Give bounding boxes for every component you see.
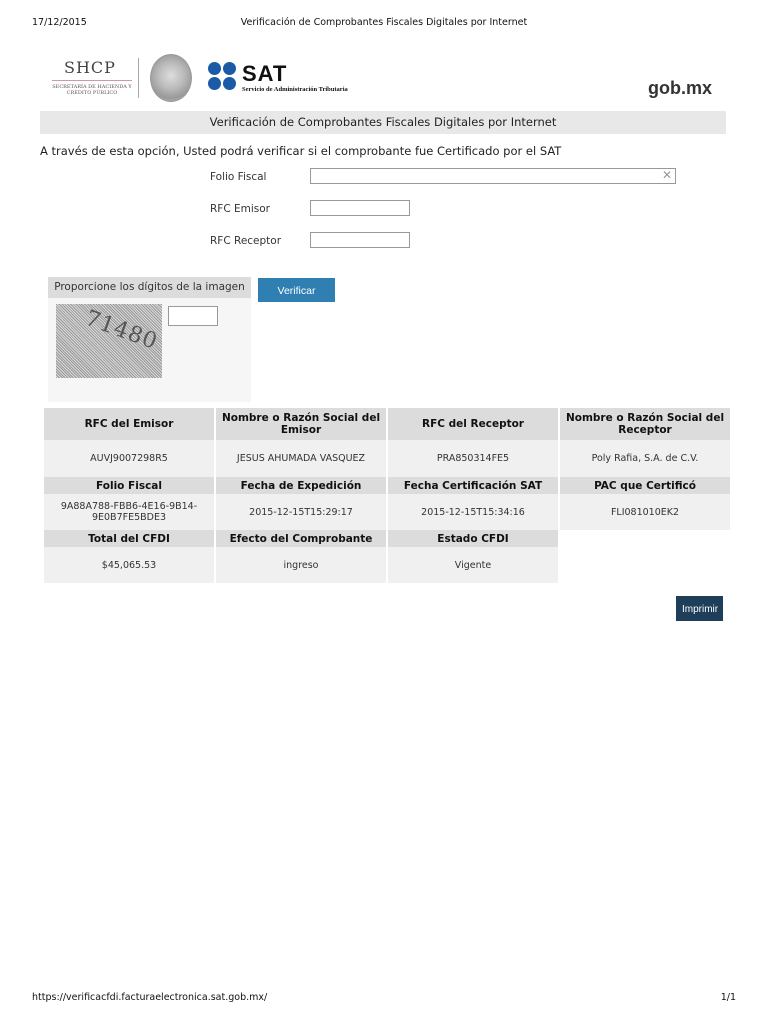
print-date: 17/12/2015 <box>32 17 87 28</box>
table-header-cell: Estado CFDI <box>388 530 560 547</box>
captcha-image-text: 71480 <box>81 305 162 356</box>
table-header-cell: Nombre o Razón Social del Emisor <box>216 408 388 440</box>
table-header-cell: Nombre o Razón Social del Receptor <box>560 408 732 440</box>
gobmx-logo[interactable]: gob.mx <box>647 78 712 98</box>
intro-text: A través de esta opción, Usted podrá verificar si el comprobante fue Certificado por el SAT <box>40 144 562 158</box>
table-row <box>44 547 732 583</box>
print-page-count: 1/1 <box>720 992 736 1003</box>
captcha-image <box>56 304 162 378</box>
table-cell: 2015-12-15T15:29:17 <box>216 494 388 530</box>
sat-logo-subtitle: Servicio de Administración Tributaria <box>242 86 348 93</box>
sat-dots-icon <box>208 62 238 92</box>
print-url: https://verificacfdi.facturaelectronica.sat.gob.mx/ <box>32 992 268 1003</box>
table-header-cell: RFC del Emisor <box>44 408 216 440</box>
table-cell: $45,065.53 <box>44 547 216 583</box>
table-cell: JESUS AHUMADA VASQUEZ <box>216 440 388 477</box>
table-cell: ingreso <box>216 547 388 583</box>
table-header-cell: RFC del Receptor <box>388 408 560 440</box>
print-header <box>32 17 736 31</box>
print-page-title: Verificación de Comprobantes Fiscales Digitales por Internet <box>240 17 528 28</box>
table-row <box>44 494 732 530</box>
table-header-cell: Fecha Certificación SAT <box>388 477 560 494</box>
table-header-blank <box>560 530 732 547</box>
rfc-receptor-input[interactable] <box>310 232 410 248</box>
table-cell: Vigente <box>388 547 560 583</box>
shcp-logo: SHCP SECRETARÍA DE HACIENDA Y CRÉDITO PÚBLICO <box>52 58 132 96</box>
rfc-receptor-label: RFC Receptor <box>210 235 282 247</box>
table-header-row <box>44 477 732 494</box>
folio-fiscal-label: Folio Fiscal <box>210 171 267 183</box>
folio-fiscal-input[interactable] <box>310 168 676 184</box>
table-cell: FLI081010EK2 <box>560 494 732 530</box>
table-header-cell: Fecha de Expedición <box>216 477 388 494</box>
logo-bar <box>40 52 726 108</box>
table-header-cell: PAC que Certificó <box>560 477 732 494</box>
table-header-cell: Folio Fiscal <box>44 477 216 494</box>
table-cell: Poly Rafia, S.A. de C.V. <box>560 440 732 477</box>
table-cell: AUVJ9007298R5 <box>44 440 216 477</box>
logo-divider <box>138 58 139 98</box>
sat-logo-text: SAT <box>242 61 288 86</box>
table-header-cell: Efecto del Comprobante <box>216 530 388 547</box>
verify-cfdi-button[interactable]: Verificar CFDI <box>258 278 335 302</box>
table-cell-blank <box>560 547 732 583</box>
rfc-emisor-label: RFC Emisor <box>210 203 270 215</box>
table-row <box>44 440 732 477</box>
results-table <box>44 408 732 583</box>
table-header-row <box>44 408 732 440</box>
captcha-input[interactable] <box>168 306 218 326</box>
clear-icon[interactable]: ✕ <box>661 168 672 182</box>
table-header-cell: Total del CFDI <box>44 530 216 547</box>
table-cell: PRA850314FE5 <box>388 440 560 477</box>
rfc-emisor-input[interactable] <box>310 200 410 216</box>
print-footer <box>32 992 736 1006</box>
page-title: Verificación de Comprobantes Fiscales Digitales por Internet <box>40 111 726 134</box>
table-cell: 9A88A788-FBB6-4E16-9B14-9E0B7FE5BDE3 <box>44 494 216 530</box>
table-cell: 2015-12-15T15:34:16 <box>388 494 560 530</box>
table-header-row <box>44 530 732 547</box>
national-seal-icon <box>150 54 192 102</box>
print-button[interactable]: Imprimir <box>676 596 723 621</box>
captcha-label: Proporcione los dígitos de la imagen <box>48 277 251 298</box>
